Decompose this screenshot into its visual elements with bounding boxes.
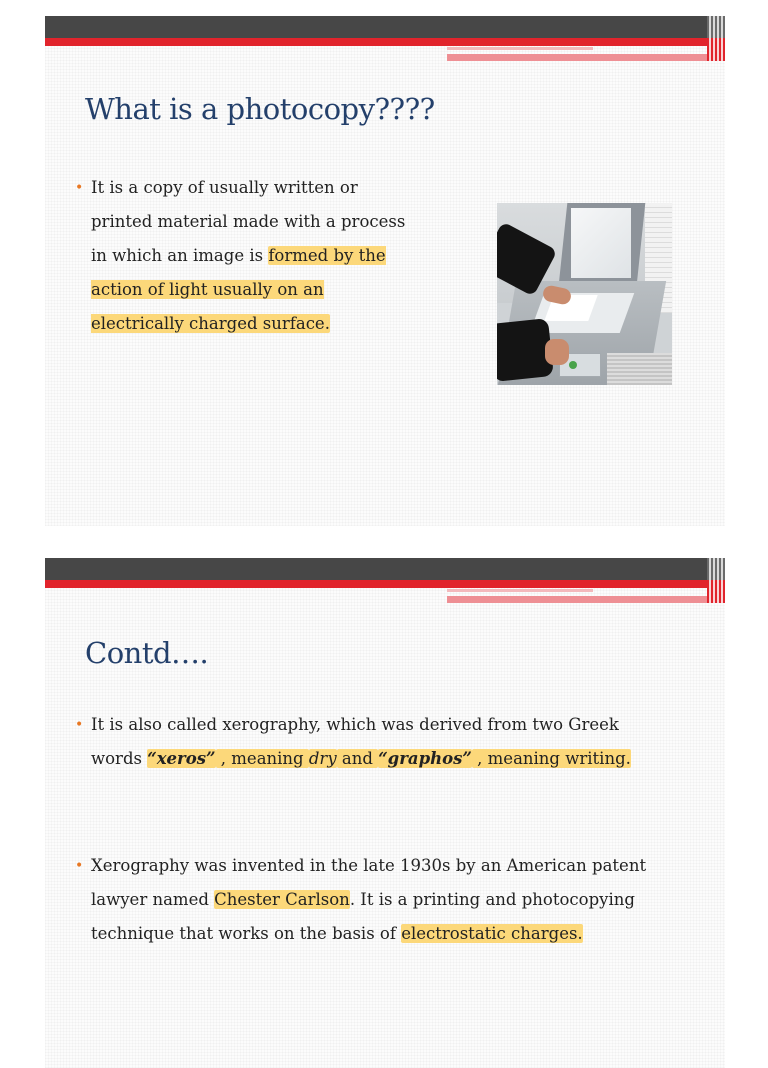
text-segment: Xerography was invented in the late 1930s by an American patent lawyer named [91, 856, 647, 909]
bullet-item [75, 849, 671, 951]
header-band-dark [45, 558, 707, 580]
highlighted-text: and [336, 749, 379, 768]
highlighted-text: , meaning [215, 749, 309, 768]
slide-2 [45, 558, 725, 1068]
highlighted-text: formed by the action of light usually on an electrically charged surface. [91, 246, 386, 333]
highlighted-term: “xeros” [147, 749, 216, 768]
slide-1 [45, 16, 725, 526]
bullet-dot-icon: • [75, 717, 84, 733]
highlighted-text: , meaning writing. [471, 749, 631, 768]
header-band-pink-thin [447, 589, 593, 592]
header-band-pink [447, 54, 725, 61]
header-band-pink-thin [447, 47, 593, 50]
header-stripes-top [707, 16, 725, 38]
highlighted-name: Chester Carlson [214, 890, 350, 909]
text-segment: It is a copy of usually written or printed material made with a process in which an image is [91, 178, 406, 265]
highlighted-text: electrostatic charges. [401, 924, 583, 943]
header-band-red [45, 580, 707, 588]
header-stripes-top [707, 558, 725, 580]
photocopier-photo-icon [497, 203, 672, 385]
highlighted-italic: dry [308, 749, 337, 768]
highlighted-term: “graphos” [378, 749, 472, 768]
slide-title: What is a photocopy???? [85, 92, 435, 126]
header-band-pink [447, 596, 725, 603]
bullet-item [75, 171, 411, 341]
bullet-dot-icon: • [75, 858, 84, 874]
bullet-item [75, 708, 671, 776]
slide-title: Contd…. [85, 636, 209, 670]
header-band-dark [45, 16, 707, 38]
text-segment: . It is a printing and photocopying technique that works on the basis of [91, 890, 635, 943]
header-band-red [45, 38, 707, 46]
text-segment: It is also called xerography, which was derived from two Greek words [91, 715, 619, 768]
bullet-dot-icon: • [75, 180, 84, 196]
